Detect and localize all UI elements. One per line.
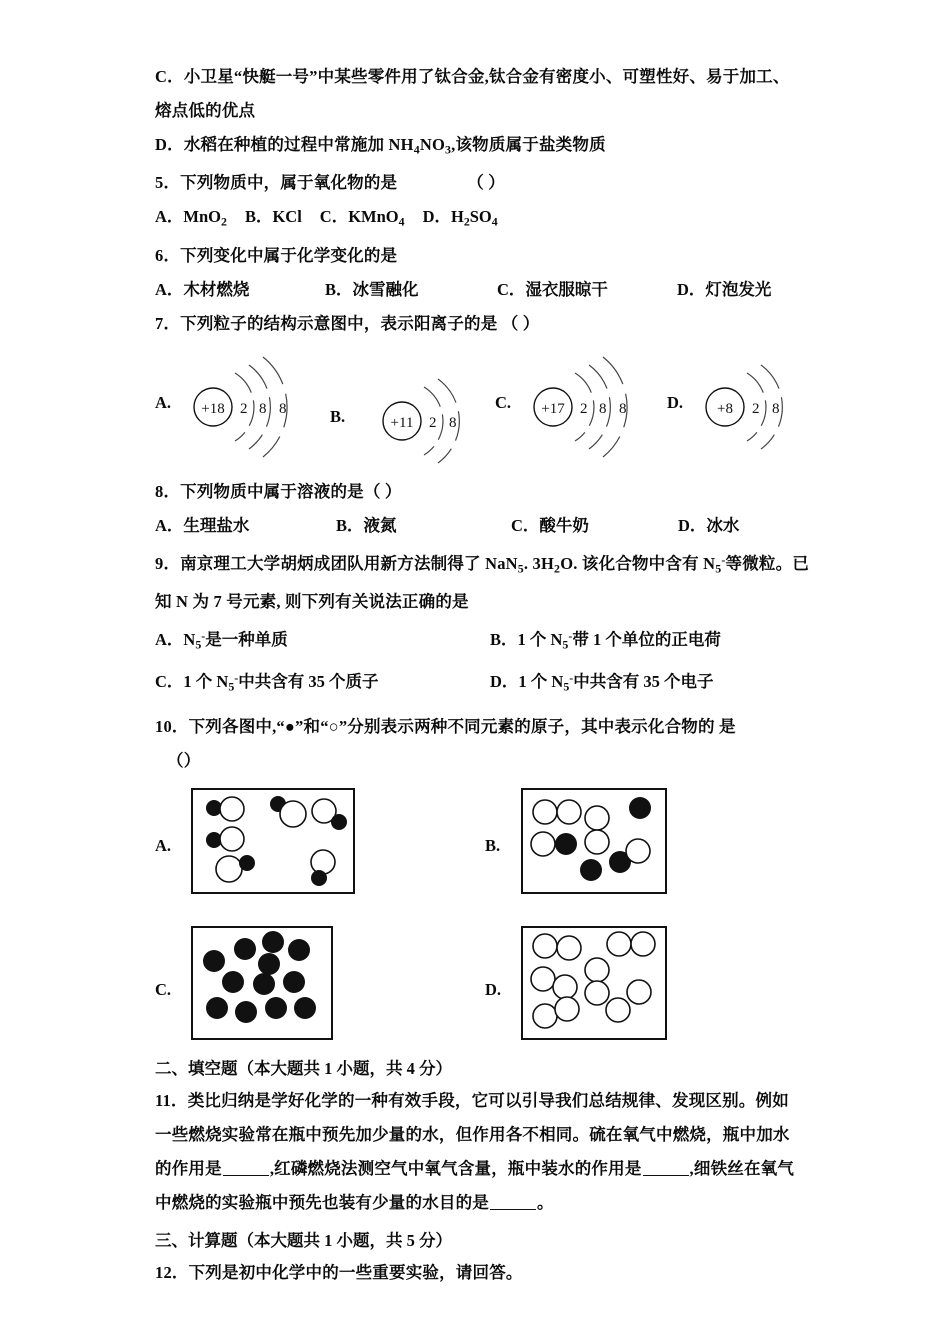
q5-option-c: [320, 200, 405, 238]
q10-box-a-label: A.: [155, 835, 172, 855]
q6-option-d: D．灯泡发光: [677, 279, 772, 299]
q11-line3-a: 的作用是: [155, 1158, 222, 1178]
q10-diagram-grid: [155, 788, 795, 1050]
q11-line3: [155, 1152, 795, 1186]
q7-c-shell-1: 2: [580, 400, 588, 417]
q9-option-b: [490, 619, 721, 661]
molecule-diagram-b-icon: [523, 790, 661, 888]
q5-option-d-text: D．H: [422, 207, 464, 227]
q9-option-a-pre: A．N: [155, 629, 196, 649]
q9-option-d-pre: D．1 个 N: [490, 672, 564, 692]
q7-diagram-d: [667, 345, 807, 475]
q9-options-row1: [155, 619, 795, 661]
q10-box-b-frame: [521, 788, 667, 894]
q7-a-shell-2: 8: [259, 400, 267, 417]
q9-stem-d: 等微粒。已: [725, 553, 810, 573]
q5-option-a: [155, 200, 227, 238]
q7-diagram-row: [155, 345, 795, 475]
filled-circle-icon: ●: [284, 716, 296, 736]
q5-stem-text: 5．下列物质中，属于氧化物的是: [155, 173, 398, 193]
q4-option-d-mid: NO: [419, 135, 445, 154]
q11-blank-2[interactable]: [643, 1160, 689, 1177]
q9-option-a-sub: 5: [195, 637, 202, 652]
q7-diagram-c-label: C.: [495, 392, 512, 412]
q9-stem-sub2: 2: [554, 560, 561, 575]
q10-box-d-label: D.: [485, 979, 502, 999]
q9-option-b-sup: -: [568, 628, 573, 643]
q5-option-c-sub: 4: [398, 214, 405, 229]
page-content: [155, 60, 810, 1290]
q7-a-shell-3: 8: [279, 400, 287, 417]
atom-shell-diagram-icon: [523, 345, 673, 475]
q7-diagram-c: [495, 345, 675, 475]
q10-box-c-label: C.: [155, 979, 172, 999]
q9-option-a-sup: -: [201, 628, 206, 643]
q9-option-d-sup: -: [569, 671, 574, 686]
q9-stem-line1: [155, 543, 810, 585]
q5-answer-bracket: （ ）: [467, 173, 505, 193]
q9-option-d: [490, 661, 714, 703]
q7-c-shell-3: 8: [619, 400, 627, 417]
q7-d-shell-1: 2: [752, 400, 760, 417]
q9-option-d-sub: 5: [563, 679, 570, 694]
q10-stem-b: ”和“: [295, 716, 329, 736]
q4-option-c-line1: C．小卫星“快艇一号”中某些零件用了钛合金,钛合金有密度小、可塑性好、易于加工、: [155, 67, 790, 86]
q9-stem-c: O. 该化合物中含有 N: [560, 553, 716, 573]
q8-options: [155, 509, 795, 543]
q7-a-nucleus: +18: [201, 400, 225, 417]
q7-diagram-a: [155, 345, 335, 475]
q4-option-d-prefix: D．水稻在种植的过程中常施加 NH: [155, 135, 414, 154]
hollow-circle-icon: ○: [328, 716, 339, 736]
q9-option-d-post: 中共含有 35 个电子: [573, 672, 714, 692]
q5-option-d-sub2: 4: [491, 214, 498, 229]
q7-a-shell-1: 2: [240, 400, 248, 417]
q9-stem-sub1: 5: [517, 560, 524, 575]
q9-option-c-post: 中共含有 35 个质子: [238, 672, 379, 692]
q7-c-nucleus: +17: [541, 400, 565, 417]
q8-option-c: C．酸牛奶: [511, 515, 589, 535]
q9-options-row2: [155, 661, 795, 703]
section3-heading: 三、计算题（本大题共 1 小题，共 5 分）: [155, 1230, 452, 1250]
q7-d-nucleus: +8: [717, 400, 733, 417]
q8-option-a: A．生理盐水: [155, 515, 250, 535]
q9-stem-a: 9．南京理工大学胡炳成团队用新方法制得了 NaN: [155, 553, 518, 573]
q5-option-b: B．KCl: [244, 207, 302, 227]
q10-stem-c: ”分别表示两种不同元素的原子，其中表示化合物的 是: [338, 716, 736, 736]
q8-stem: 8．下列物质中属于溶液的是（ ）: [155, 481, 402, 501]
q6-option-b: B．冰雪融化: [325, 279, 419, 299]
q12-stem: 12．下列是初中化学中的一些重要实验，请回答。: [155, 1262, 523, 1282]
q7-d-shell-2: 8: [772, 400, 780, 417]
q9-option-c: [155, 661, 490, 703]
q4-option-d-sub1: 4: [413, 142, 420, 157]
atom-shell-diagram-icon: [695, 345, 825, 475]
q9-option-b-post: 带 1 个单位的正电荷: [572, 629, 721, 649]
q11-line3-b: ,红磷燃烧法测空气中氧气含量，瓶中装水的作用是: [269, 1158, 642, 1178]
q6-stem: 6．下列变化中属于化学变化的是: [155, 245, 398, 265]
q5-option-a-text: A．MnO: [155, 207, 221, 227]
q5-option-a-sub: 2: [221, 214, 227, 229]
q5-option-d: [423, 200, 498, 238]
q7-diagram-a-label: A.: [155, 392, 172, 412]
atom-shell-diagram-icon: [183, 345, 333, 475]
q11-line4-b: 。: [537, 1192, 554, 1212]
q11-blank-1[interactable]: [223, 1160, 269, 1177]
q10-stem-a: 10．下列各图中,“: [155, 716, 285, 736]
q9-stem-sub3: 5: [715, 560, 722, 575]
q9-option-a-post: 是一种单质: [205, 629, 288, 649]
q7-b-shell-2: 8: [449, 414, 457, 431]
q8-option-d: D．冰水: [678, 515, 740, 535]
q9-option-c-sup: -: [234, 671, 239, 686]
q9-option-c-sub: 5: [228, 679, 235, 694]
q9-stem-sup: -: [721, 552, 726, 567]
q7-b-shell-1: 2: [429, 414, 437, 431]
q5-options: [155, 200, 795, 238]
q5-option-d-sub1: 2: [463, 214, 470, 229]
q5-option-d-mid: SO: [469, 207, 492, 227]
q8-option-b: B．液氮: [336, 515, 397, 535]
q4-option-d-sub2: 3: [445, 142, 452, 157]
q7-stem: 7．下列粒子的结构示意图中，表示阳离子的是 （ ）: [155, 313, 540, 333]
q9-option-a: [155, 619, 490, 661]
q4-option-d: [155, 128, 795, 166]
q7-b-nucleus: +11: [390, 414, 414, 431]
q4-option-d-suffix: ,该物质属于盐类物质: [451, 135, 606, 154]
q10-stem-line2: （）: [167, 750, 201, 770]
atom-shell-diagram-icon: [372, 359, 512, 475]
section2-heading: 二、填空题（本大题共 1 小题，共 4 分）: [155, 1058, 452, 1078]
q6-option-a: A．木材燃烧: [155, 279, 250, 299]
q11-line2: 一些燃烧实验常在瓶中预先加少量的水，但作用各不相同。硫在氧气中燃烧，瓶中加水: [155, 1124, 790, 1144]
q11-line3-c: ,细铁丝在氧气: [689, 1158, 795, 1178]
q5-option-c-text: C．KMnO: [319, 207, 399, 227]
q10-box-a-frame: [191, 788, 355, 894]
q9-option-c-pre: C．1 个 N: [155, 672, 229, 692]
molecule-diagram-d-icon: [523, 928, 661, 1034]
q7-diagram-d-label: D.: [667, 392, 684, 412]
q9-option-b-pre: B．1 个 N: [490, 629, 563, 649]
q4-option-c-line2: 熔点低的优点: [155, 101, 256, 120]
q11-line4: [155, 1186, 795, 1220]
q10-box-b-label: B.: [485, 835, 501, 855]
q5-stem: [155, 166, 795, 200]
q7-c-shell-2: 8: [599, 400, 607, 417]
q9-option-b-sub: 5: [562, 637, 569, 652]
molecule-diagram-a-icon: [193, 790, 349, 888]
q11-line4-a: 中燃烧的实验瓶中预先也装有少量的水目的是: [155, 1192, 489, 1212]
q9-stem-b: . 3H: [523, 553, 555, 573]
q6-option-c: C．湿衣服晾干: [497, 279, 608, 299]
q7-diagram-b-label: B.: [330, 406, 346, 426]
q6-options: [155, 273, 795, 307]
q11-line1: 11．类比归纳是学好化学的一种有效手段，它可以引导我们总结规律、发现区别。例如: [155, 1090, 789, 1110]
q10-box-c-frame: [191, 926, 333, 1040]
q10-stem-line1: [155, 710, 795, 744]
q11-blank-3[interactable]: [490, 1194, 536, 1211]
q7-diagram-b: [330, 345, 505, 475]
molecule-diagram-c-icon: [193, 928, 327, 1034]
q10-box-d-frame: [521, 926, 667, 1040]
q9-stem-line2: 知 N 为 7 号元素, 则下列有关说法正确的是: [155, 591, 469, 611]
